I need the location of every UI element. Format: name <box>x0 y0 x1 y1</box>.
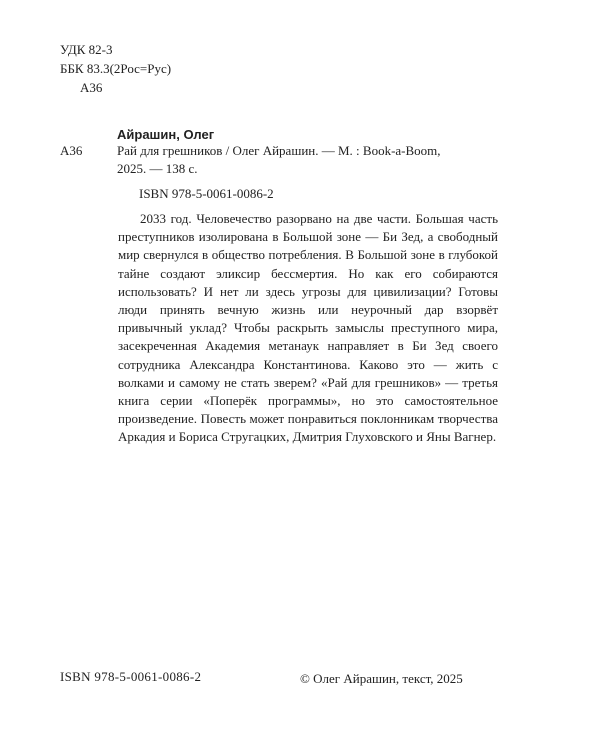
description-line-2: 2025. — 138 с. <box>117 161 198 176</box>
isbn-entry: ISBN 978-5-0061-0086-2 <box>139 186 274 201</box>
udk-code: УДК 82-3 <box>60 42 113 57</box>
description-line-1: Рай для грешников / Олег Айрашин. — М. : Book-a-Boom, <box>117 143 441 158</box>
copyright-notice: © Олег Айрашин, текст, 2025 <box>300 671 463 686</box>
classification-block <box>60 40 171 97</box>
bbk-code: ББК 83.3(2Рос=Рус) <box>60 61 172 76</box>
bibliographic-description <box>117 142 497 178</box>
author-mark-left: А36 <box>60 143 83 158</box>
author-heading: Айрашин, Олег <box>117 127 215 142</box>
author-mark: А36 <box>80 80 103 95</box>
isbn-footer: ISBN 978-5-0061-0086-2 <box>60 669 202 684</box>
annotation-text: 2033 год. Человечество разорвано на две части. Большая часть преступников изолирована в Большой зоне — Би Зед, а свободный мир свернулся в общество потребления. В Большой зоне в глубокой тайне создают эликсир бессмертия. Но как его собираются использовать? И нет ли здесь угрозы для цивилизации? Готовы люди принять вечную жизнь или неурочный дар взорвёт привычный уклад? Чтобы раскрыть замыслы преступного мира, засекреченная Академия метанаук направляет в Би Зед своего сотрудника Александра Константинова. Каково это — жить с волками и самому не стать зверем? «Рай для грешников» — третья книга серии «Поперёк программы», но это самостоятельное произведение. Повесть может понравиться поклонникам творчества Аркадия и Бориса Стругацких, Дмитрия Глуховского и Яны Вагнер. <box>118 211 498 445</box>
